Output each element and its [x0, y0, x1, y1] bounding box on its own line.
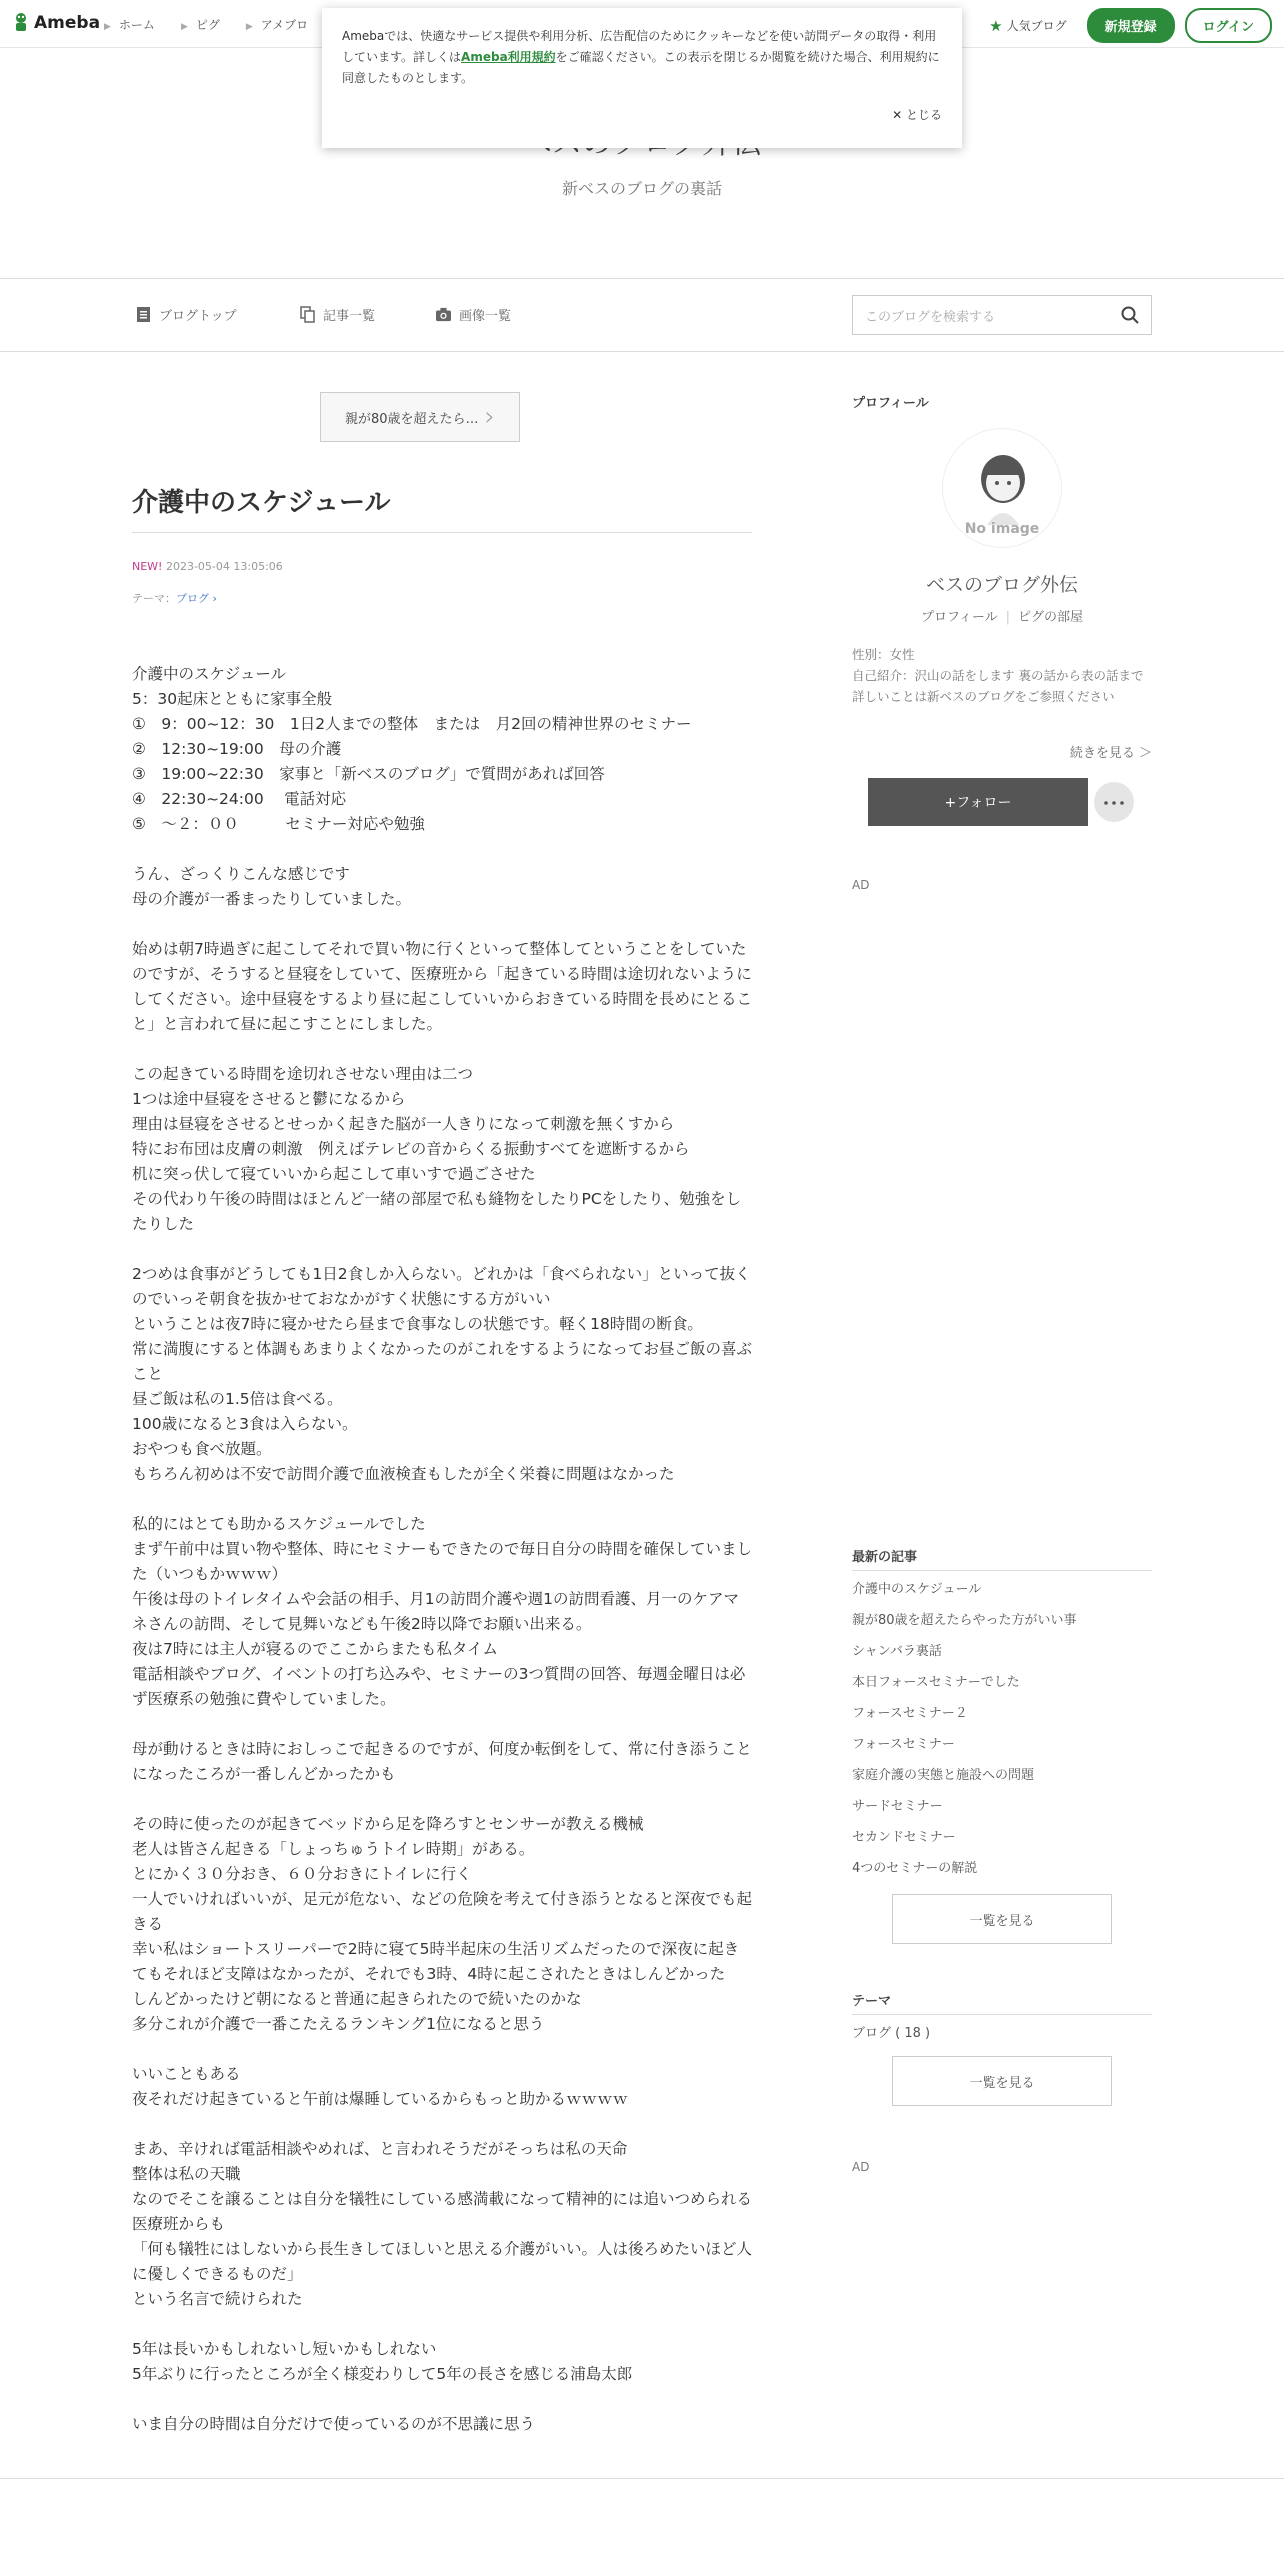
chevron-right-icon: ▶: [245, 22, 253, 32]
body-line: 電話相談やブログ、イベントの打ち込みや、セミナーの3つ質問の回答、毎週金曜日は必ず医療系の勉強に費やしていました。: [132, 1665, 746, 1708]
paragraph-gap: [132, 2112, 752, 2137]
recent-article-item[interactable]: 本日フォースセミナーでした: [852, 1675, 1020, 1690]
cookie-close-label: とじる: [905, 108, 942, 122]
camera-icon: [436, 306, 451, 323]
logo-text: Ameba: [34, 13, 101, 33]
blog-top-link[interactable]: [136, 305, 237, 324]
login-button[interactable]: ログイン: [1185, 8, 1272, 43]
body-line: まず午前中は買い物や整体、時にセミナーもできたので毎日自分の時間を確保していました（いつもかｗｗｗ）: [132, 1540, 753, 1583]
title-divider: [132, 532, 752, 533]
crown-icon: ★: [989, 16, 1003, 35]
body-line: ② 12:30~19:00 母の介護: [132, 740, 342, 758]
chevron-right-icon: ›: [484, 402, 495, 432]
prev-article-label: 親が80歳を超えたら…: [345, 411, 479, 427]
cookie-close-button[interactable]: [892, 105, 942, 126]
body-line: 介護中のスケジュール: [132, 665, 287, 683]
divider: |: [1005, 610, 1011, 625]
global-nav: [104, 16, 308, 33]
nav-pig-label: ピグ: [195, 18, 220, 32]
profile-name[interactable]: ベスのブログ外伝: [925, 574, 1078, 596]
header-actions: [989, 8, 1272, 43]
pig-room-link[interactable]: ピグの部屋: [1018, 610, 1084, 625]
body-line: 5年ぶりに行ったところが全く様変わりして5年の長さを感じる浦島太郎: [132, 2365, 633, 2383]
ad-label: AD: [852, 2160, 870, 2174]
paragraph-gap: [132, 1487, 752, 1512]
body-line: おやつも食べ放題。: [132, 1440, 272, 1458]
entry-theme: [132, 590, 217, 606]
recent-article-item[interactable]: セカンドセミナー: [852, 1830, 956, 1845]
theme-label: テーマ：: [132, 592, 176, 605]
body-line: 医療班からも: [132, 2215, 226, 2233]
body-line: 私的にはとても助かるスケジュールでした: [132, 1515, 426, 1533]
body-line: 多分これが介護で一番こたえるランキング1位になると思う: [132, 2015, 545, 2033]
body-line: 整体は私の天職: [132, 2165, 241, 2183]
body-line: 5：30起床とともに家事全般: [132, 690, 333, 708]
body-line: 「何も犠牲にはしないから長生きしてほしいと思える介護がいい。人は後ろめたいほど人に優しくできるものだ」: [132, 2240, 753, 2283]
body-line: なのでそこを譲ることは自分を犠牲にしている感満載になって精神的には追いつめられる: [132, 2190, 753, 2208]
recent-article-item[interactable]: サードセミナー: [852, 1799, 943, 1814]
image-list-label: 画像一覧: [459, 309, 512, 324]
recent-article-item[interactable]: シャンバラ裏話: [852, 1644, 942, 1659]
body-line: ③ 19:00~22:30 家事と「新ベスのブログ」で質問があれば回答: [132, 765, 605, 783]
paragraph-gap: [132, 1712, 752, 1737]
avatar[interactable]: [942, 428, 1062, 548]
recent-article-item[interactable]: 介護中のスケジュール: [852, 1582, 982, 1597]
paragraph-gap: [132, 2312, 752, 2337]
body-line: この起きている時間を途切れさせない理由は二つ: [132, 1065, 474, 1083]
search-icon[interactable]: [1121, 306, 1139, 324]
profile-gender: 性別：女性: [852, 647, 915, 662]
body-line: 1つは途中昼寝をさせると鬱になるから: [132, 1090, 406, 1108]
more-options-button[interactable]: ･･･: [1094, 782, 1134, 822]
body-line: 常に満腹にすると体調もあまりよくなかったのがこれをするようになってお昼ご飯の喜ぶこと: [132, 1340, 753, 1383]
ad-label: AD: [852, 878, 870, 892]
paragraph-gap: [132, 912, 752, 937]
blog-search-input[interactable]: [852, 295, 1152, 335]
blog-subtitle: 新ベスのブログの裏話: [561, 179, 722, 198]
body-line: 理由は昼寝をさせるとせっかく起きた脳が一人きりになって刺激を無くすから: [132, 1115, 675, 1133]
new-badge: NEW!: [132, 560, 163, 573]
paragraph-gap: [132, 2037, 752, 2062]
profile-links: [852, 606, 1152, 625]
body-line: 母の介護が一番まったりしていました。: [132, 890, 412, 908]
chevron-right-icon: ▶: [180, 22, 188, 32]
chevron-right-icon: ›: [209, 592, 217, 605]
body-line: 幸い私はショートスリーパーで2時に寝て5時半起床の生活リズムだったので深夜に起きてもそれほど支障はなかったが、それでも3時、4時に起こされたときはしんどかった: [132, 1940, 740, 1983]
entry-body: [132, 662, 752, 2437]
cookie-notice: [322, 8, 962, 148]
image-list-link[interactable]: [436, 305, 511, 324]
blog-nav: [0, 278, 1284, 352]
theme-list-button[interactable]: 一覧を見る: [892, 2056, 1112, 2106]
recent-article-item[interactable]: 家庭介護の実態と施設への問題: [852, 1768, 1035, 1783]
paragraph-gap: [132, 1037, 752, 1062]
body-line: 机に突っ伏して寝ていいから起こして車いすで過ごさせた: [132, 1165, 536, 1183]
read-more-link[interactable]: 続きを見る ＞: [1069, 746, 1152, 761]
recent-article-item[interactable]: 4つのセミナーの解説: [852, 1861, 978, 1876]
follow-button[interactable]: +フォロー: [868, 778, 1088, 826]
recent-article-item[interactable]: フォースセミナー２: [852, 1706, 968, 1721]
ameba-logo[interactable]: [12, 12, 100, 34]
body-line: まあ、辛ければ電話相談やめれば、と言われそうだがそっちは私の天命: [132, 2140, 628, 2158]
body-line: という名言で続けられた: [132, 2290, 303, 2308]
body-line: 特にお布団は皮膚の刺激 例えばテレビの音からくる振動すべてを遮断するから: [132, 1140, 690, 1158]
entry-date: 2023-05-04 13:05:06: [165, 560, 283, 573]
nav-ameblo[interactable]: [246, 16, 308, 33]
theme-heading: テーマ: [852, 1994, 892, 2009]
nav-pig[interactable]: [181, 16, 220, 33]
theme-link[interactable]: ブログ: [176, 592, 209, 605]
body-line: うん、ざっくりこんな感じです: [132, 865, 350, 883]
nav-home-label: ホーム: [118, 18, 155, 32]
chevron-right-icon: ▶: [104, 22, 111, 32]
body-line: 始めは朝7時過ぎに起こしてそれで買い物に行くといって整体してということをしていたのですが、そうすると昼寝をしていて、医療班から「起きている時間は途切れないようにしてください。途中昼寝をするより昼に起こしていいからおきている時間を長めにとること」と言われて昼に起こすことにしました。: [132, 940, 753, 1033]
cookie-text-after: をご確認ください。この表示を閉じるか閲覧を続けた場合、利用規約に同意したものとします。: [342, 50, 940, 85]
article-list-label: 記事一覧: [323, 309, 376, 324]
theme-divider: [852, 2014, 1152, 2015]
paragraph-gap: [132, 1787, 752, 1812]
theme-item-blog[interactable]: ブログ ( 18 ): [852, 2026, 931, 2041]
body-line: 5年は長いかもしれないし短いかもしれない: [132, 2340, 437, 2358]
body-line: 午後は母のトイレタイムや会話の相手、月1の訪問介護や週1の訪問看護、月一のケアマネさんの訪問、そして見舞いなども午後2時以降でお願い出来る。: [132, 1590, 740, 1633]
copy-icon: [300, 306, 315, 323]
nav-ameblo-label: アメブロ: [260, 18, 309, 32]
body-line: 母が動けるときは時におしっこで起きるのですが、何度か転倒をして、常に付き添うことになったころが一番しんどかったかも: [132, 1740, 752, 1783]
paragraph-gap: [132, 1237, 752, 1262]
terms-link[interactable]: Ameba利用規約: [461, 50, 556, 64]
body-line: その時に使ったのが起きてベッドから足を降ろすとセンサーが教える機械: [132, 1815, 644, 1833]
search-placeholder: このブログを検索する: [865, 309, 996, 325]
body-line: ⑤ ～２：００ セミナー対応や勉強: [132, 815, 425, 833]
body-line: 夜は7時には主人が寝るのでここからまたも私タイム: [132, 1640, 499, 1658]
popular-blogs-link[interactable]: [989, 17, 1066, 35]
no-image-text: No image: [964, 521, 1040, 537]
article-list-link[interactable]: [300, 305, 375, 324]
body-line: ④ 22:30~24:00 電話対応: [132, 790, 347, 808]
body-line: 昼ご飯は私の1.5倍は食べる。: [132, 1390, 343, 1408]
body-line: しんどかったけど朝になると普通に起きられたので続いたのかな: [132, 1990, 582, 2008]
body-line: 老人は皆さん起きる「しょっちゅうトイレ時期」がある。: [132, 1840, 535, 1858]
recent-articles-list: [852, 1578, 1152, 1888]
signup-button[interactable]: 新規登録: [1087, 8, 1175, 43]
document-icon: [136, 306, 151, 323]
cookie-text: Amebaでは、快適なサービス提供や利用分析、広告配信のためにクッキーなどを使い訪問データの取得・利用しています。詳しくは: [342, 29, 937, 64]
prev-article-button[interactable]: [320, 392, 520, 442]
recent-article-item[interactable]: フォースセミナー: [852, 1737, 955, 1752]
ameba-mascot-icon: [12, 12, 30, 34]
entry-meta: [132, 560, 283, 573]
body-line: 一人でいければいいが、足元が危ない、などの危険を考えて付き添うとなると深夜でも起きる: [132, 1890, 753, 1933]
paragraph-gap: [132, 2387, 752, 2412]
profile-info: [852, 644, 1152, 707]
close-icon: ✕: [892, 108, 906, 122]
recent-list-button[interactable]: 一覧を見る: [892, 1894, 1112, 1944]
recent-article-item[interactable]: 親が80歳を超えたらやった方がいい事: [852, 1613, 1077, 1628]
recent-heading: 最新の記事: [852, 1550, 918, 1565]
body-line: その代わり午後の時間はほとんど一緒の部屋で私も縫物をしたりPCをしたり、勉強をしたりした: [132, 1190, 742, 1233]
nav-home[interactable]: [104, 16, 155, 33]
body-line: 100歳になると3食は入らない。: [132, 1415, 358, 1433]
body-line: ということは夜7時に寝かせたら昼まで食事なしの状態です。軽く18時間の断食。: [132, 1315, 703, 1333]
body-line: いま自分の時間は自分だけで使っているのが不思議に思う: [132, 2415, 536, 2433]
body-line: いいこともある: [132, 2065, 241, 2083]
entry-title[interactable]: 介護中のスケジュール: [132, 488, 391, 518]
body-line: 夜それだけ起きていると午前は爆睡しているからもっと助かるｗｗｗｗ: [132, 2090, 629, 2108]
bottom-bar: [0, 2479, 1284, 2568]
popular-blogs-label: 人気ブログ: [1006, 19, 1067, 33]
profile-intro: 自己紹介：沢山の話をします 裏の話から表の話まで 詳しいことは新ベスのブログをご参照ください: [852, 668, 1144, 704]
blog-top-label: ブログトップ: [159, 309, 237, 324]
profile-link[interactable]: プロフィール: [920, 610, 998, 625]
body-line: 2つめは食事がどうしても1日2食しか入らない。どれかは「食べられない」といって抜くのでいっそ朝食を抜かせておなかがすく状態にする方がいい: [132, 1265, 751, 1308]
body-line: ① 9：00~12：30 1日2人までの整体 または 月2回の精神世界のセミナー: [132, 715, 692, 733]
profile-heading: プロフィール: [852, 396, 929, 411]
body-line: もちろん初めは不安で訪問介護で血液検査もしたが全く栄養に問題はなかった: [132, 1465, 675, 1483]
paragraph-gap: [132, 837, 752, 862]
body-line: とにかく３０分おき、６０分おきにトイレに行く: [132, 1865, 472, 1883]
recent-divider: [852, 1570, 1152, 1571]
